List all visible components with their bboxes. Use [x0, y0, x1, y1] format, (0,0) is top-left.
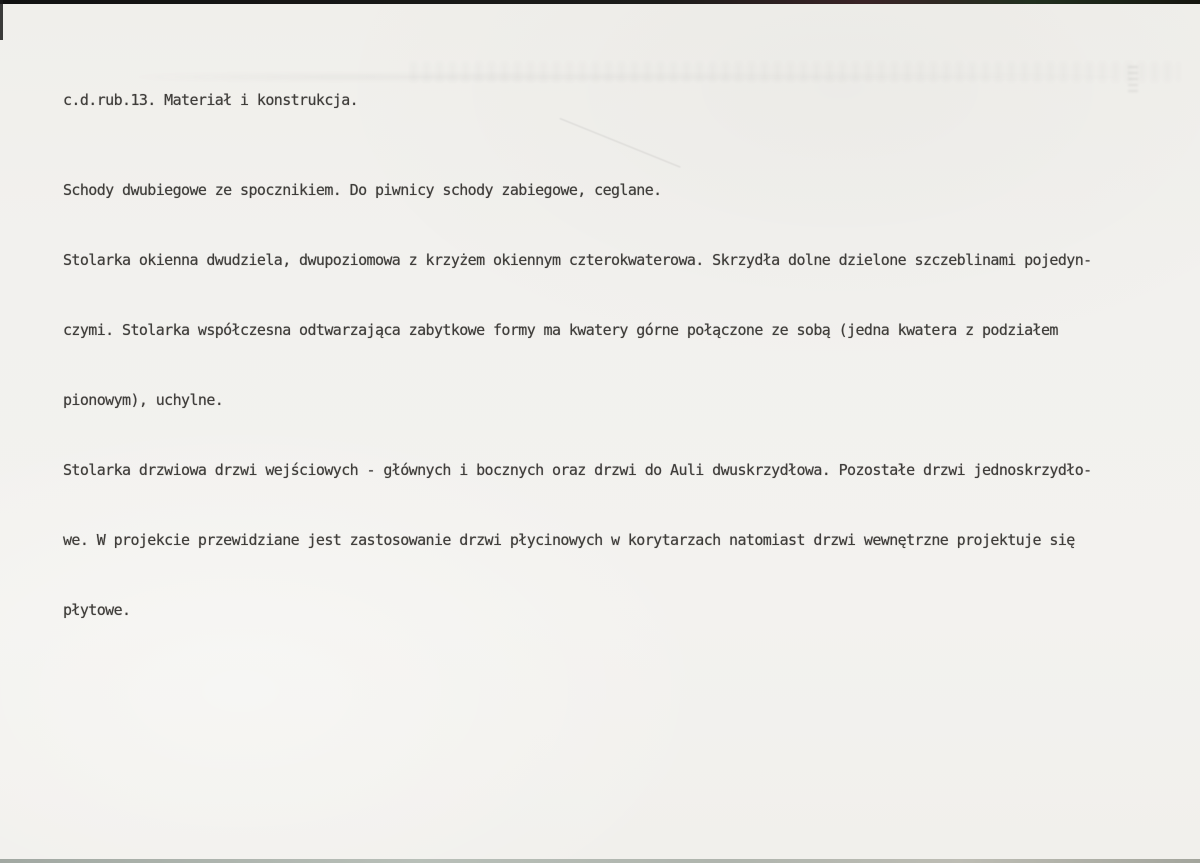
text-line: Stolarka okienna dwudziela, dwupoziomowa z krzyżem okiennym czterokwaterowa. Skrzydła dolne dzielone szczeblinami pojedyn- [63, 251, 1092, 269]
scan-edge-bottom [0, 859, 1200, 863]
scan-edge-left [0, 0, 3, 40]
scan-edge-top [0, 0, 1200, 4]
section-heading: c.d.rub.13. Materiał i konstrukcja. [63, 91, 359, 109]
text-line: płytowe. [63, 601, 131, 619]
scan-artifact-bleedthrough [120, 74, 1170, 80]
text-line: Stolarka drzwiowa drzwi wejściowych - głównych i bocznych oraz drzwi do Auli dwuskrzydłowa. Pozostałe drzwi jednoskrzydło- [63, 461, 1092, 479]
scan-artifact-speck [1128, 66, 1138, 92]
text-line: we. W projekcie przewidziane jest zastosowanie drzwi płycinowych w korytarzach natomiast drzwi wewnętrzne projektuje się [63, 531, 1075, 549]
text-line: Schody dwubiegowe ze spocznikiem. Do piwnicy schody zabiegowe, ceglane. [63, 181, 662, 199]
text-line: czymi. Stolarka współczesna odtwarzająca zabytkowe formy ma kwatery górne połączone ze sobą (jedna kwatera z podziałem [63, 321, 1058, 339]
text-line: pionowym), uchylne. [63, 391, 224, 409]
body-text [63, 144, 1092, 670]
